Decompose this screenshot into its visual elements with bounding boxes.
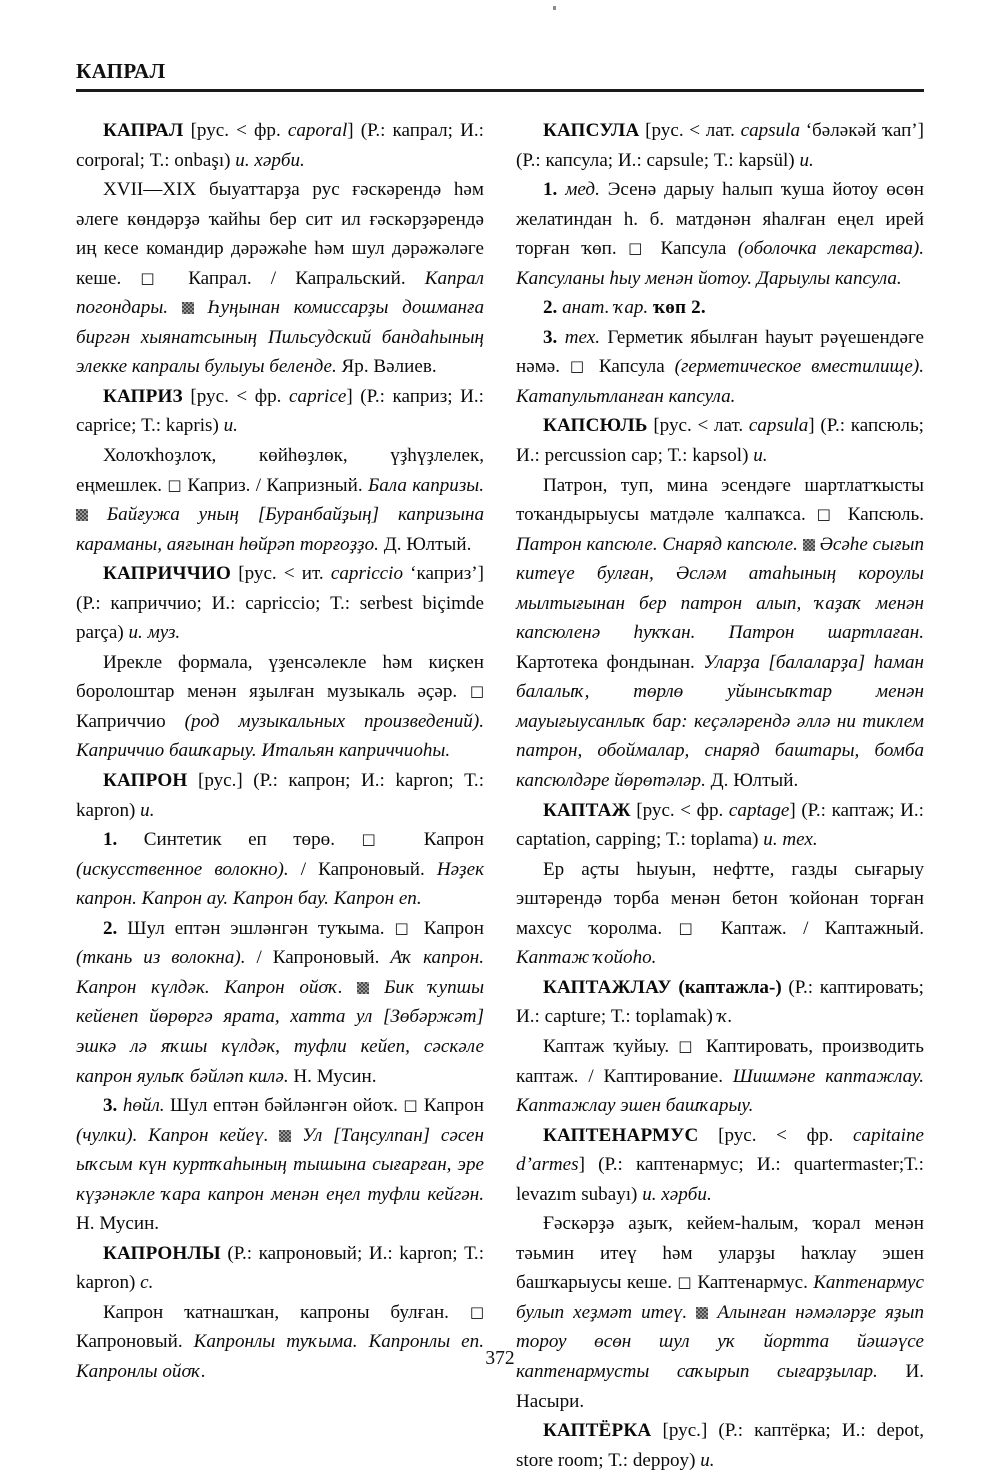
entry-kapral-headword (76, 116, 484, 175)
entry-kapronly-sense (76, 1298, 484, 1387)
illustration: Каптенармус булып хеҙмәт итеү. (516, 1272, 924, 1323)
derived-equivalent: / Капроновый. (245, 947, 391, 969)
hollow-square-icon: □ (361, 830, 398, 849)
running-head (76, 58, 924, 92)
etymology-open: [рус. < фр. (698, 1124, 853, 1146)
etymon: caporal (287, 120, 348, 141)
entry-kaprichchio-headword (76, 559, 484, 648)
definition: Ғәскәрҙә аҙыҡ, кейем-һалым, ҡорал менән тәьмин итеү һәм уларҙы һаҡлау эшен башҡарыусы кеше. (516, 1213, 924, 1294)
hollow-square-icon: □ (677, 1273, 693, 1292)
page-number: 372 (485, 1348, 515, 1369)
definition: XVII—XIX быуаттарҙа рус ғәскәрендә һәм әлеге көндәрҙә ҡайһы бер сит ил ғәскәрҙәрендә иң кесе командир дәрәжәһе һәм шул дәрәжәләге кеше. (76, 179, 484, 289)
russian-equivalent: Капрон (418, 1095, 484, 1117)
headword: КАПРОН (103, 770, 188, 792)
etymon: capitaine d’armes (516, 1124, 924, 1176)
illustration: Нәҙек капрон. Капрон ау. Капрон бау. Капрон еп. (76, 858, 484, 910)
headword: КАПСЮЛЬ (543, 415, 648, 437)
entry-kapsula-headword (516, 116, 924, 175)
definition: Каптаж ҡуйыу. (543, 1035, 679, 1057)
scan-artifact-speck (553, 6, 556, 10)
grammar-label: и. (753, 445, 768, 467)
gloss: (чулки). (76, 1124, 138, 1146)
header-rule (76, 89, 924, 92)
entry-kapsula-sense-3 (516, 323, 924, 412)
definition: Капрон ҡатнашҡан, капроны булған. (103, 1301, 470, 1323)
equivalents: [рус.] (Р.: капрон; И.: kapron; Т.: kapron) (76, 770, 484, 821)
definition: Ирекле формала, үҙенсәлекле һәм киҫкен боролоштар менән яҙылған музыкаль әҫәр. (76, 651, 484, 703)
entry-kapron-sense-3 (76, 1091, 484, 1239)
entry-kaptenarmus-headword (516, 1121, 924, 1210)
usage-label: анат. ҡар. (562, 297, 649, 319)
etymology-open: [рус. < фр. (183, 120, 288, 141)
hollow-square-icon: □ (816, 505, 837, 524)
citation-quote: Алынған нәмәләрҙе яҙып тороу өсөн шул уҡ йортта йәшәүсе каптенармусты саҡырып сығарҙылар. (516, 1301, 924, 1382)
sense-number: 3. (103, 1095, 118, 1117)
headword: КАПТАЖЛАУ (543, 976, 672, 998)
grammar-label: и. (223, 415, 238, 437)
headword: КАПТАЖ (543, 799, 631, 821)
sense-number: 1. (543, 179, 558, 201)
definition: Эсенә дарыу һалып ҡуша йотоу өсөн желатиндан һ. б. матдәнән яһалған еңел ирей торған ҡөп. (516, 179, 924, 260)
grammar-label: с. (140, 1272, 154, 1294)
headword: КАПСУЛА (543, 120, 640, 141)
russian-equivalent: Каприз. / Капризный. (182, 474, 368, 496)
equivalents: ] (Р.: капрал; И.: corporal; Т.: onbaşı) (76, 120, 484, 171)
etymon: captage (728, 799, 790, 821)
definition: Шул ептән бәйләнгән ойоҡ. (164, 1095, 404, 1117)
grammar-label: ҡ. (717, 1006, 733, 1028)
hollow-square-icon: □ (403, 1096, 419, 1115)
entry-kapronly-headword (76, 1239, 484, 1298)
usage-label: һөйл. (122, 1095, 165, 1117)
headword: КАПТЁРКА (543, 1420, 652, 1442)
entry-kapral-sense (76, 175, 484, 382)
citation-attribution: Д. Юлтый. (378, 533, 472, 555)
hollow-square-icon: □ (569, 357, 590, 376)
hollow-square-icon: □ (469, 1302, 484, 1321)
etymon: caprice (289, 385, 347, 407)
entry-kapsyul-sense (516, 471, 924, 796)
citation-attribution: Н. Мусин. (288, 1065, 377, 1087)
hollow-square-icon: □ (394, 918, 414, 937)
grammar-label: и. хәрби. (235, 149, 305, 171)
entry-kapron-sense-2 (76, 914, 484, 1091)
illustration: Патрон капсюле. Снаряд капсюле. (516, 533, 798, 555)
russian-equivalent: Капсула (589, 356, 675, 378)
citation-quote: Әсәһе сығып китеүе булған, Әсләм атаһының короулы мылтығынан бер патрон алып, ҡаҙаҡ менән капсюленә һуҡҡан. Патрон шартлаған. (516, 533, 924, 644)
definition: Патрон, туп, мина эсендәге шартлатҡысты тоҡандырыусы матдәле ҡалпаҡса. (516, 474, 924, 526)
definition: Синтетик еп төрө. (117, 829, 362, 851)
headword: КАПРОНЛЫ (103, 1242, 221, 1264)
citation-quote: Ул [Таңсулпан] сәсен ыҡсым күн куртҡаһының тышына сығарған, эре күҙәнәкле ҡара капрон менән еңел туфли кейгән. (76, 1124, 484, 1205)
citation-attribution: Картотека фондынан. (516, 651, 695, 673)
citation-quote: Байғужа уның [Буранбайҙың] капризына караманы, аяғынан һөйрәп торғоҙҙо. (76, 504, 484, 555)
definition: Шул ептән эшләнгән туҡыма. (117, 917, 395, 939)
hollow-square-icon: □ (678, 1036, 697, 1055)
entry-kaptenarmus-sense (516, 1209, 924, 1416)
hollow-square-icon: □ (628, 239, 650, 258)
entry-kapsula-sense-2 (516, 293, 924, 323)
grammar-label: и. (799, 149, 814, 171)
equivalents: ] (Р.: каприз; И.: caprice; Т.: kapris) (76, 385, 484, 437)
filled-square-icon (182, 302, 194, 314)
headword: КАПРИЗ (103, 385, 183, 407)
equivalents: [рус.] (Р.: каптёрка; И.: depot, store room; Т.: deppoy) (516, 1420, 924, 1471)
russian-equivalent: Капсула (649, 238, 738, 260)
illustration: Каприччио башҡарыу. Итальян каприччиоһы. (76, 740, 451, 762)
illustration: Шишмәне каптажлау. Каптажлау эшен башҡарыу. (516, 1065, 924, 1117)
etymology-open: [рус. < лат. (639, 120, 741, 141)
entry-kapron-headword (76, 766, 484, 825)
sense-number: 2. (103, 917, 118, 939)
headword: КАПРАЛ (103, 120, 184, 141)
gloss: (ткань из волокна). (76, 947, 246, 969)
etymology-open: [рус. < ит. (231, 563, 331, 585)
illustration: Бала капризы. (367, 474, 484, 496)
russian-equivalent: Капрал. / Капральский. (169, 267, 425, 289)
russian-equivalent: Капроновый. (76, 1331, 194, 1353)
filled-square-icon (357, 982, 369, 994)
entry-kapsula-sense-1 (516, 175, 924, 293)
running-head-title: КАПРАЛ (76, 59, 166, 83)
gloss: (оболочка лекарства). (737, 238, 925, 260)
gloss: (герметическое вместилище). (674, 356, 924, 378)
grammar-label: и. муз. (128, 622, 181, 644)
filled-square-icon (696, 1307, 708, 1319)
gloss: (род музыкальных произведений). (184, 710, 484, 732)
grammar-label: и. (140, 799, 155, 821)
headword-variant: (каптажла-) (678, 976, 782, 998)
equivalents: ‘бәләкәй ҡап’] (Р.: капсула; И.: capsule; Т.: kapsül) (516, 120, 924, 171)
illustration: Аҡ капрон. Капрон күлдәк. Капрон ойоҡ. (76, 947, 484, 998)
filled-square-icon (803, 539, 815, 551)
entry-kaptazhlau-headword (516, 973, 924, 1032)
hollow-square-icon: □ (140, 268, 170, 287)
illustration: Капронлы туҡыма. Капронлы еп. Капронлы ойоҡ. (76, 1331, 484, 1382)
filled-square-icon (76, 509, 88, 521)
entry-kapriz-sense (76, 441, 484, 559)
entry-kapriz-headword (76, 382, 484, 441)
definition: Ер аҫты һыуын, нефтте, газды сығарыу эштәрендә торба менән бетон ҡойонан торған махсус ҡоролма. (516, 858, 924, 939)
hollow-square-icon: □ (167, 475, 183, 494)
entry-kapsyul-headword (516, 411, 924, 470)
right-column (516, 116, 925, 1471)
hollow-square-icon: □ (678, 918, 705, 937)
russian-equivalent: Каптировать, производить каптаж. / Каптирование. (516, 1035, 924, 1087)
russian-equivalent: Каптенармус. (692, 1272, 814, 1294)
left-column (76, 116, 484, 1382)
definition: Холоҡһоҙлоҡ, көйһөҙлөк, үҙһүҙлелек, еңмешлек. (76, 445, 484, 496)
headword: КАПТЕНАРМУС (543, 1124, 699, 1146)
derived-equivalent: / Капроновый. (288, 858, 437, 880)
citation-attribution: И. Насыри. (516, 1360, 925, 1412)
etymology-open: [рус. < фр. (182, 385, 290, 407)
citation-attribution-2: Д. Юлтый. (705, 770, 799, 792)
russian-equivalent: Каптаж. / Каптажный. (704, 917, 924, 939)
etymon: capriccio (330, 563, 403, 585)
russian-equivalent: Капрон (413, 917, 484, 939)
citation-quote: Бик ҡупшы кейенеп йөрөргә ярата, хатта ул [Зөбәржәт] эшкә лә яҡшы күлдәк, туфли кейеп, сәскәле капрон яулыҡ бәйләп килә. (76, 976, 484, 1087)
hollow-square-icon: □ (469, 682, 484, 701)
definition: Герметик ябылған һауыт рәүешендәге нәмә. (516, 326, 924, 378)
entry-kaptazh-sense (516, 855, 924, 973)
illustration: Капрон кейеү. (137, 1124, 269, 1146)
equivalents: (Р.: капроновый; И.: kapron; Т.: kapron) (76, 1242, 484, 1294)
equivalents: ] (Р.: капсюль; И.: percussion cap; Т.: kapsol) (516, 415, 924, 467)
entry-kaprichchio-sense (76, 648, 484, 766)
sense-number: 3. (543, 326, 558, 348)
entry-kapterka-headword (516, 1416, 924, 1475)
russian-equivalent: Капсюль. (836, 504, 924, 526)
etymon: capsula (748, 415, 809, 437)
grammar-label: и. тех. (763, 829, 818, 851)
russian-equivalent: Капрон (397, 829, 484, 851)
entry-kaptazhlau-sense (516, 1032, 924, 1121)
equivalents: ] (Р.: каптенармус; И.: quartermaster;Т.: levazım subayı) (516, 1154, 924, 1205)
russian-equivalent: Каприччио (76, 710, 185, 732)
equivalents: ] (Р.: каптаж; И.: captation, capping; Т.: toplama) (516, 799, 924, 851)
etymon: capsula (740, 120, 801, 141)
illustration: Капсуланы һыу менән йотоу. Дарыулы капсула. (516, 267, 902, 289)
etymology-open: [рус. < лат. (647, 415, 749, 437)
equivalents: ‘каприз’] (Р.: каприччио; И.: capriccio; Т.: serbest biçimde parça) (76, 563, 484, 644)
illustration: Каптаж ҡойоһо. (516, 947, 657, 969)
grammar-label: и. хәрби. (642, 1183, 712, 1205)
citation-quote: Һуңынан комиссарҙы дошманға биргән хыянатсының Пильсудский бандаһының элекке капралы булыуы беленде. (76, 297, 484, 378)
usage-label: тех. (564, 326, 600, 348)
illustration: Катапультланған капсула. (516, 385, 736, 407)
usage-label: мед. (565, 179, 600, 201)
sense-number: 1. (103, 829, 118, 851)
illustration: Капрал погондары. (76, 267, 484, 319)
entry-kaptazh-headword (516, 796, 924, 855)
sense-number: 2. (543, 297, 558, 319)
citation-attribution: Н. Мусин. (76, 1213, 160, 1235)
etymology-open: [рус. < фр. (630, 799, 729, 821)
entry-kapron-sense-1 (76, 825, 484, 914)
filled-square-icon (279, 1130, 291, 1142)
citation-attribution: Яр. Вәлиев. (336, 356, 437, 378)
equivalents: (Р.: каптировать; И.: capture; Т.: toplamak) (516, 976, 924, 1028)
headword: КАПРИЧЧИО (103, 563, 232, 585)
citation-quote-2: Уларҙа [балаларҙа] һаман балалыҡ, төрлө уйынсыҡтар менән мауығыусанлыҡ бар: кеҫәләрендә әллә ни тиклем патрон, обоймалар, снаряд баштары, бомба капсюлдәре йөрөтәләр. (516, 651, 924, 792)
cross-reference: ҡөп 2. (652, 297, 706, 319)
grammar-label: и. (700, 1449, 715, 1471)
gloss: (искусственное волокно). (76, 858, 289, 880)
